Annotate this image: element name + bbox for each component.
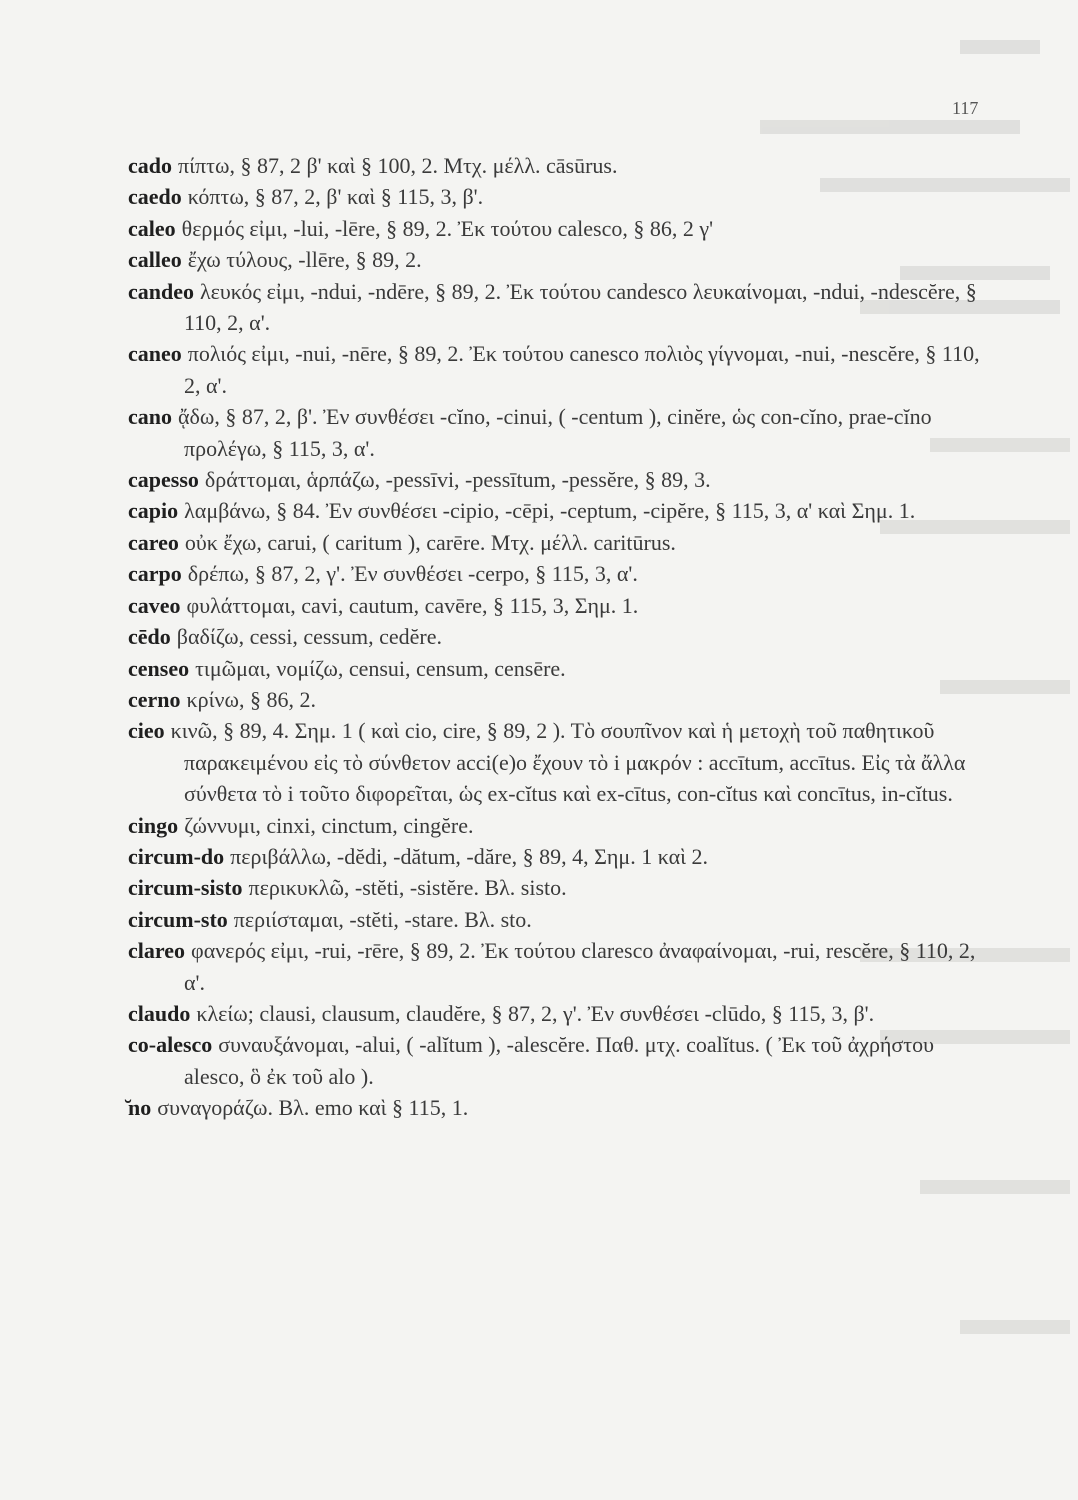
headword: carpo: [128, 561, 182, 587]
headword: careo: [128, 529, 179, 555]
headword: cerno: [128, 686, 181, 712]
dictionary-entry: [128, 653, 998, 684]
entry-definition: ζώννυμι, cinxi, cinctum, cingĕre.: [184, 812, 474, 838]
entry-definition: κόπτω, § 87, 2, β' καὶ § 115, 3, β'.: [187, 184, 484, 210]
entry-definition: περιβάλλω, -dĕdi, -dătum, -dăre, § 89, 4, Σημ. 1 καὶ 2.: [230, 843, 709, 869]
entry-definition: κρίνω, § 86, 2.: [186, 686, 316, 712]
entry-definition: ᾄδω, § 87, 2, β'. Ἐν συνθέσει -cĭno, -cinui, ( -centum ), cinĕre, ὡς con-cĭno, prae-cĭno προλέγω, § 115, 3, α'.: [178, 404, 932, 461]
headword: circum-sisto: [128, 875, 243, 901]
dictionary-entry: [128, 715, 998, 809]
headword: cieo: [128, 718, 165, 744]
dictionary-entry: [128, 1092, 998, 1123]
entry-definition: κινῶ, § 89, 4. Σημ. 1 ( καὶ cio, cire, § 89, 2 ). Τὸ σουπῖνον καὶ ἡ μετοχὴ τοῦ παθητικοῦ παρακειμένου εἰς τὸ σύνθετον acci(e)o ἔχουν τὸ i μακρόν : accītum, accītus. Εἰς τὰ ἄλλα σύνθετα τὸ i τοῦτο διφορεῖται, ὡς ex-cĭtus καὶ ex-cītus, con-cĭtus καὶ concītus, in-cĭtus.: [170, 718, 966, 807]
dictionary-entry: [128, 684, 998, 715]
dictionary-entry: [128, 527, 998, 558]
headword: cado: [128, 153, 172, 178]
dictionary-entry: [128, 590, 998, 621]
dictionary-entry: [128, 621, 998, 652]
entry-definition: δρέπω, § 87, 2, γ'. Ἐν συνθέσει -cerpo, § 115, 3, α'.: [187, 561, 638, 587]
dictionary-entry: [128, 935, 998, 998]
entry-definition: τιμῶμαι, νομίζω, censui, censum, censēre.: [195, 655, 566, 681]
dictionary-entry: [128, 841, 998, 872]
entry-definition: λαμβάνω, § 84. Ἐν συνθέσει -cipio, -cēpi, -ceptum, -cipĕre, § 115, 3, α' καὶ Σημ. 1.: [184, 498, 916, 524]
dictionary-entry: [128, 401, 998, 464]
headword: co-alesco: [128, 1032, 213, 1058]
headword: circum-sto: [128, 906, 228, 932]
headword: capio: [128, 498, 179, 524]
headword: claudo: [128, 1000, 191, 1026]
dictionary-entry: [128, 213, 998, 244]
dictionary-entry: [128, 150, 998, 181]
entry-definition: ἔχω τύλους, -llēre, § 89, 2.: [187, 247, 422, 273]
headword: ̆no: [128, 1095, 152, 1121]
entry-definition: οὐκ ἔχω, carui, ( caritum ), carēre. Μτχ. μέλλ. caritūrus.: [184, 529, 676, 555]
headword: cano: [128, 404, 172, 430]
entry-definition: πίπτω, § 87, 2 β' καὶ § 100, 2. Μτχ. μέλλ. cāsūrus.: [178, 153, 618, 178]
entry-definition: λευκός εἰμι, -ndui, -ndēre, § 89, 2. Ἐκ τούτου candesco λευκαίνομαι, -ndui, -ndescĕre, § 110, 2, α'.: [184, 278, 977, 336]
entry-definition: πολιός εἰμι, -nui, -nēre, § 89, 2. Ἐκ τούτου canesco πολιὸς γίγνομαι, -nui, -nescĕre, § 110, 2, α'.: [184, 341, 980, 398]
entry-definition: κλείω; clausi, clausum, claudĕre, § 87, 2, γ'. Ἐν συνθέσει -clūdo, § 115, 3, β'.: [196, 1000, 875, 1026]
dictionary-entry: [128, 998, 998, 1029]
dictionary-entry: [128, 276, 998, 339]
headword: capesso: [128, 467, 199, 493]
headword: calleo: [128, 247, 182, 273]
dictionary-entry: [128, 338, 998, 401]
dictionary-entry: [128, 558, 998, 589]
entry-definition: συναγοράζω. Βλ. emo καὶ § 115, 1.: [157, 1095, 469, 1121]
entry-definition: θερμός εἰμι, -lui, -lēre, § 89, 2. Ἐκ τούτου calesco, § 86, 2 γ': [181, 215, 714, 241]
entry-definition: φανερός εἰμι, -rui, -rēre, § 89, 2. Ἐκ τούτου claresco ἀναφαίνομαι, -rui, rescĕre, § 110, 2, α'.: [184, 938, 976, 995]
headword: censeo: [128, 655, 190, 681]
headword: caveo: [128, 592, 181, 618]
dictionary-entry: [128, 872, 998, 903]
headword: caedo: [128, 184, 182, 210]
headword: cingo: [128, 812, 179, 838]
headword: candeo: [128, 278, 194, 304]
headword: caneo: [128, 341, 182, 367]
dictionary-entry: [128, 1029, 998, 1092]
entry-definition: βαδίζω, cessi, cessum, cedĕre.: [176, 624, 442, 650]
dictionary-entry: [128, 464, 998, 495]
dictionary-entry: [128, 244, 998, 275]
dictionary-entries: [128, 150, 998, 1124]
dictionary-entry: [128, 810, 998, 841]
dictionary-entry: [128, 904, 998, 935]
entry-definition: συναυξάνομαι, -alui, ( -alĭtum ), -alescĕre. Παθ. μτχ. coalĭtus. ( Ἐκ τοῦ ἀχρήστου alesco, ὃ ἐκ τοῦ alo ).: [184, 1032, 935, 1089]
headword: cēdo: [128, 624, 171, 650]
entry-definition: φυλάττομαι, cavi, cautum, cavēre, § 115, 3, Σημ. 1.: [186, 592, 639, 618]
entry-definition: περικυκλῶ, -stĕti, -sistĕre. Βλ. sisto.: [248, 875, 567, 901]
dictionary-entry: [128, 181, 998, 212]
entry-definition: περιίσταμαι, -stĕti, -stare. Βλ. sto.: [233, 906, 532, 932]
headword: caleo: [128, 215, 176, 241]
page-number: 117: [952, 98, 979, 118]
headword: circum-do: [128, 843, 225, 869]
headword: clareo: [128, 938, 186, 964]
dictionary-entry: [128, 495, 998, 526]
entry-definition: δράττομαι, ἁρπάζω, -pessīvi, -pessītum, -pessĕre, § 89, 3.: [204, 467, 711, 493]
